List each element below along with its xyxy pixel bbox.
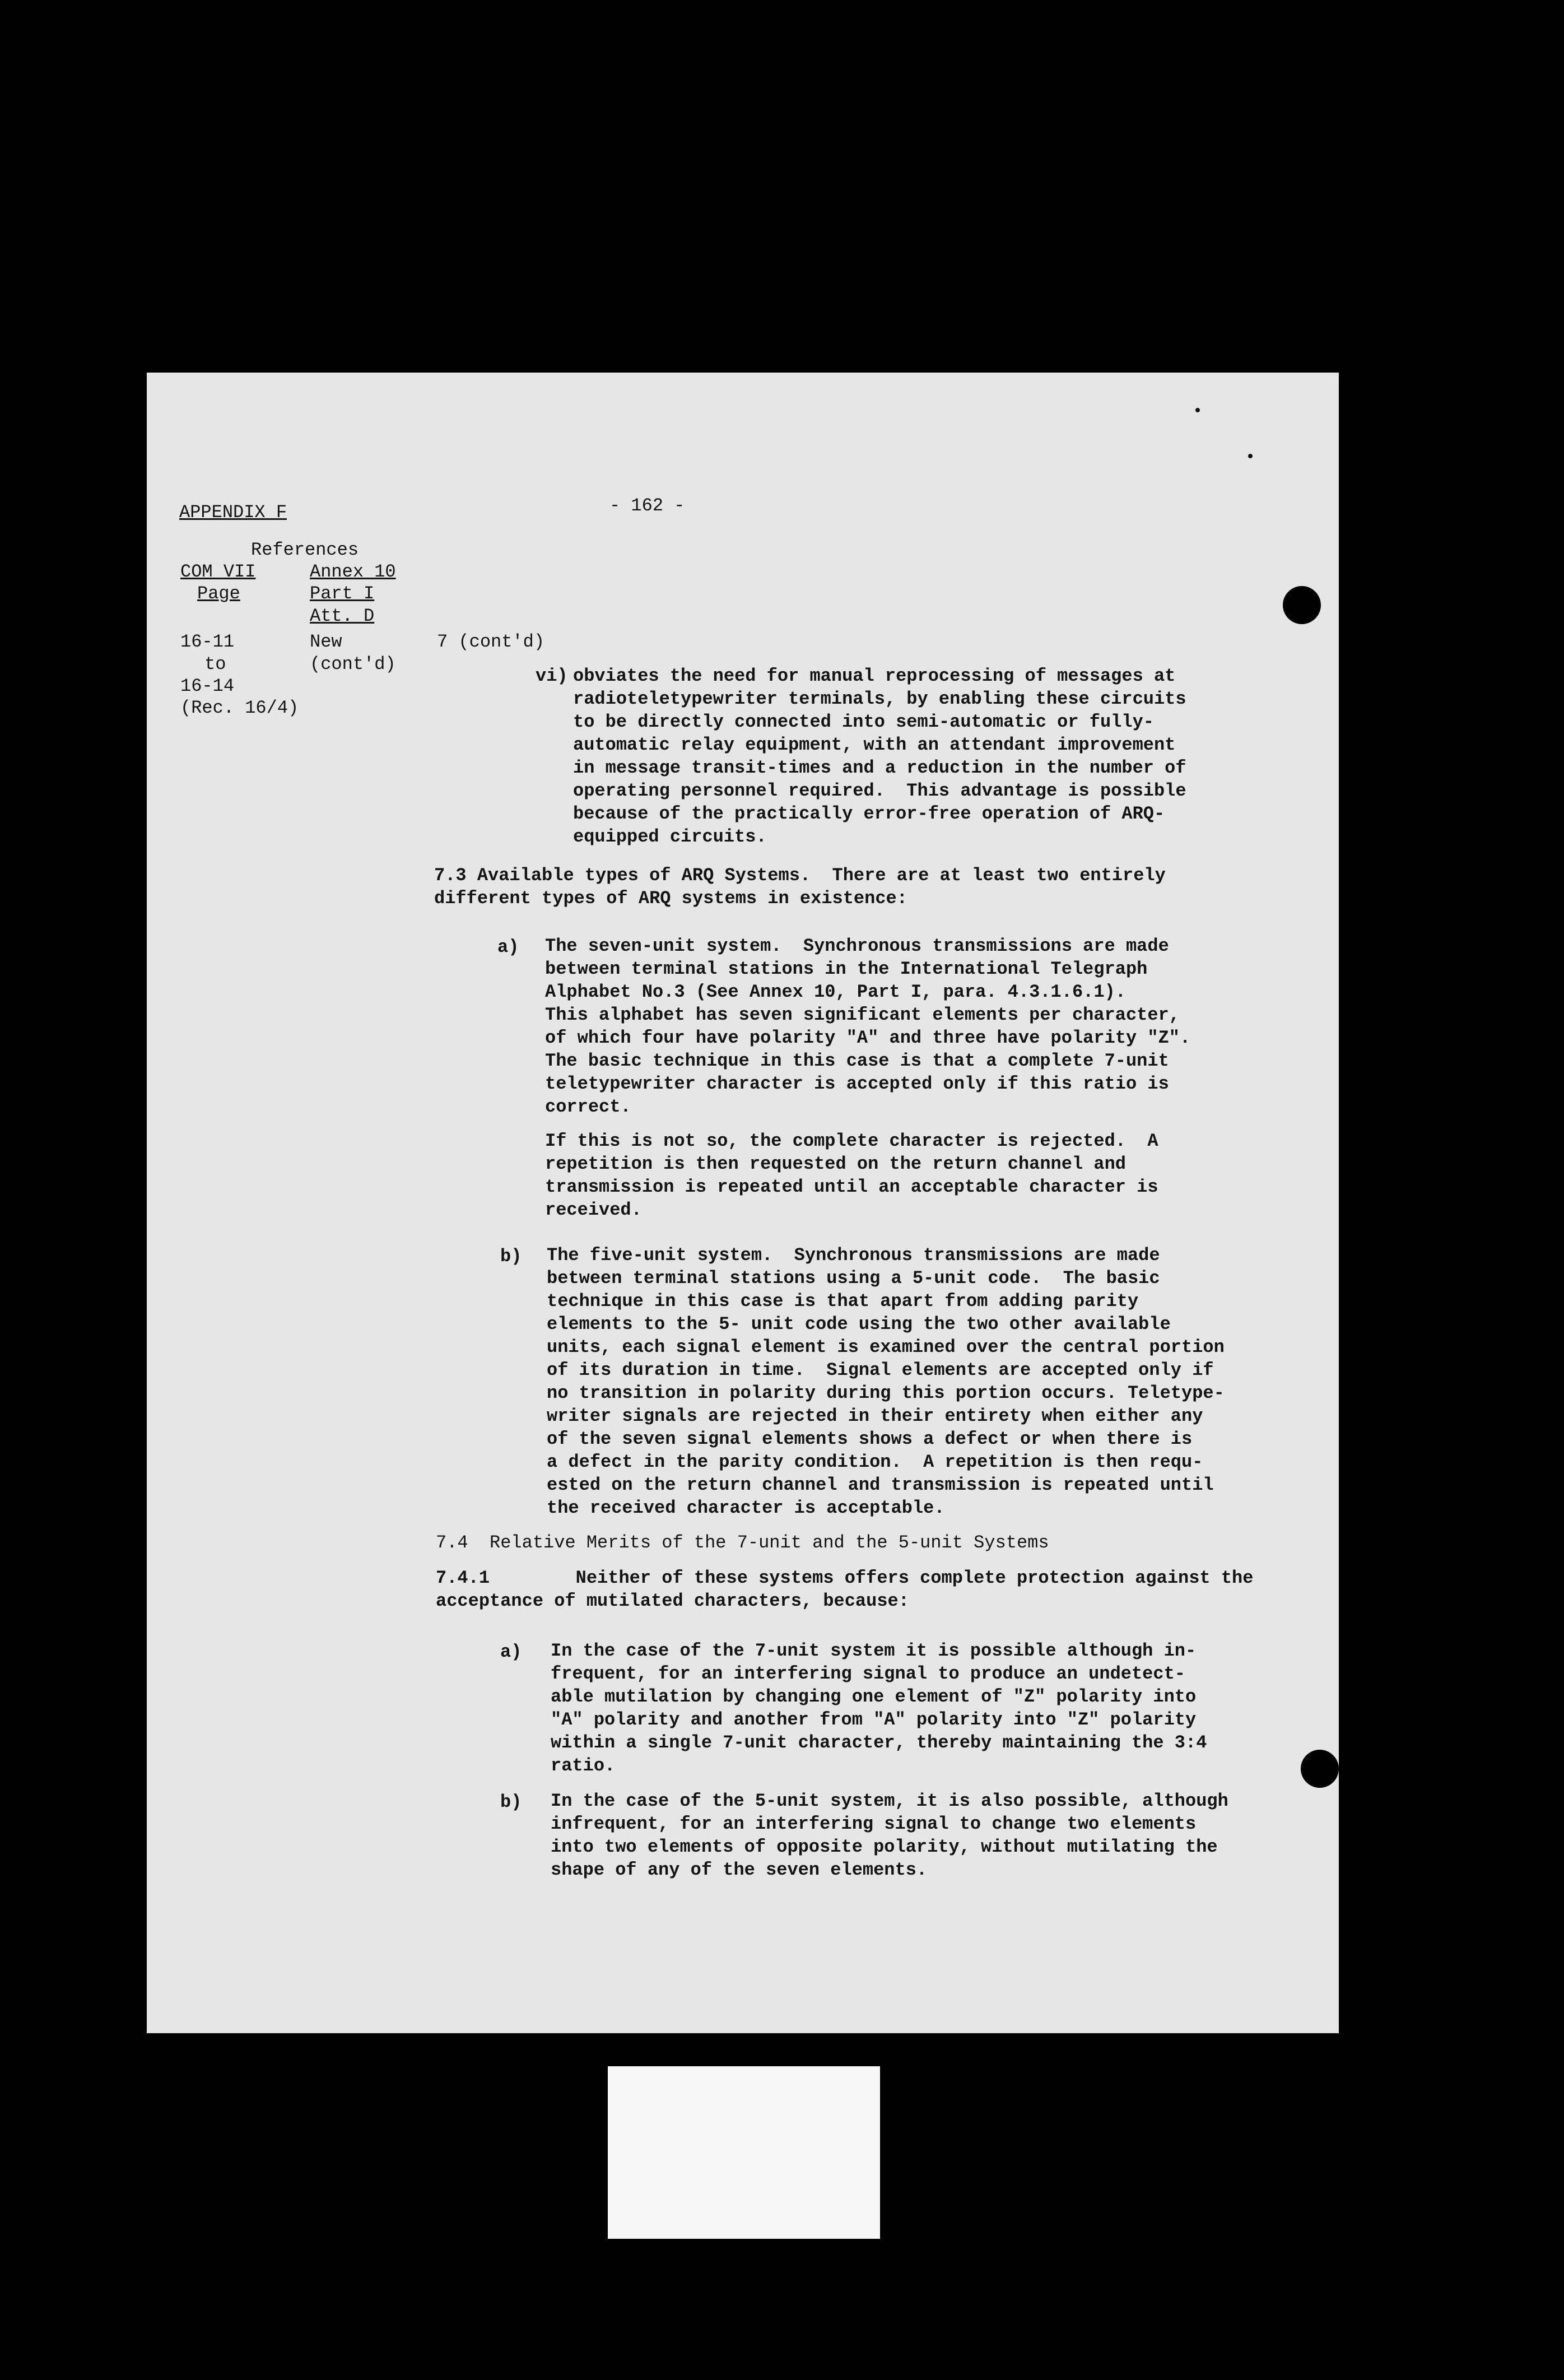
text-line: This alphabet has seven significant elements per character,: [545, 1005, 1180, 1025]
text-line: If this is not so, the complete character is rejected. A: [545, 1131, 1158, 1151]
text-line: of the seven signal elements shows a defect or when there is: [547, 1429, 1193, 1449]
text-line: repetition is then requested on the return channel and: [545, 1154, 1126, 1174]
text-line: into two elements of opposite polarity, without mutilating the: [551, 1837, 1218, 1857]
text-line: able mutilation by changing one element of "Z" polarity into: [551, 1686, 1197, 1707]
appendix-label: APPENDIX F: [179, 502, 287, 523]
references-col1-title: COM VII: [180, 561, 256, 582]
text-line: radioteletypewriter terminals, by enabling these circuits: [573, 689, 1186, 709]
text-line: operating personnel required. This advantage is possible: [573, 780, 1186, 801]
text-line: Alphabet No.3 (See Annex 10, Part I, para. 4.3.1.6.1).: [545, 982, 1126, 1002]
references-col2-entry: New: [310, 631, 342, 652]
text-line: no transition in polarity during this portion occurs. Teletype-: [547, 1383, 1225, 1403]
text-line: 7.4.1 Neither of these systems offers complete protection against the: [436, 1568, 1254, 1588]
text-line: correct.: [545, 1096, 631, 1117]
references-col1-entry: (Rec. 16/4): [180, 698, 299, 718]
page-number: - 162 -: [609, 495, 685, 516]
text-line: "A" polarity and another from "A" polarity into "Z" polarity: [551, 1709, 1197, 1730]
references-col2-entry: (cont'd): [310, 654, 396, 675]
text-line: elements to the 5- unit code using the two other available: [547, 1314, 1171, 1335]
text-line: equipped circuits.: [573, 826, 767, 847]
text-line: to be directly connected into semi-automatic or fully-: [573, 712, 1154, 732]
text-line: shape of any of the seven elements.: [551, 1860, 928, 1880]
text-line: 7.3 Available types of ARQ Systems. There are at least two entirely: [434, 865, 1166, 886]
section-7-3-paragraph: [434, 864, 1166, 910]
references-col1-entry: 16-11: [180, 631, 235, 652]
punch-hole-top: [1283, 586, 1321, 624]
text-line: technique in this case is that apart from adding parity: [547, 1291, 1139, 1312]
text-line: The five-unit system. Synchronous transmissions are made: [547, 1245, 1160, 1266]
references-title: References: [251, 540, 359, 560]
references-col2-title: Annex 10: [310, 561, 396, 582]
references-col2-sub1: Part I: [310, 583, 375, 604]
item-b2-marker: b): [500, 1792, 522, 1812]
blank-card: [608, 2066, 880, 2239]
text-line: the received character is acceptable.: [547, 1498, 945, 1518]
references-col1-entry: 16-14: [180, 676, 235, 696]
text-line: between terminal stations in the International Telegraph: [545, 959, 1148, 979]
text-line: ested on the return channel and transmission is repeated until: [547, 1475, 1214, 1495]
text-line: In the case of the 7-unit system it is possible although in-: [551, 1640, 1197, 1661]
item-vi-marker: vi): [536, 666, 568, 686]
text-line: The seven-unit system. Synchronous transmissions are made: [545, 936, 1169, 956]
text-line: frequent, for an interfering signal to produce an undetect-: [551, 1663, 1185, 1684]
text-line: acceptance of mutilated characters, because:: [436, 1591, 909, 1611]
item-a-paragraph: [545, 935, 1190, 1118]
ink-speck: [1248, 454, 1253, 458]
text-line: writer signals are rejected in their entirety when either any: [547, 1406, 1203, 1426]
text-line: ratio.: [551, 1755, 616, 1776]
text-line: of its duration in time. Signal elements are accepted only if: [547, 1360, 1214, 1380]
references-col1-entry: to: [204, 654, 226, 675]
item-a-marker: a): [497, 937, 519, 957]
text-line: infrequent, for an interfering signal to change two elements: [551, 1814, 1197, 1834]
text-line: a defect in the parity condition. A repetition is then requ-: [547, 1452, 1203, 1472]
section-7-4-heading: 7.4 Relative Merits of the 7-unit and the 5-unit Systems: [436, 1532, 1049, 1553]
text-line: automatic relay equipment, with an attendant improvement: [573, 735, 1176, 755]
text-line: The basic technique in this case is that a complete 7-unit: [545, 1050, 1169, 1071]
ink-speck: [1195, 408, 1200, 412]
item-b-paragraph: [547, 1244, 1225, 1519]
text-line: between terminal stations using a 5-unit code. The basic: [547, 1268, 1160, 1289]
section-7-4-1-paragraph: [436, 1566, 1253, 1612]
text-line: In the case of the 5-unit system, it is also possible, although: [551, 1791, 1228, 1811]
item-b-marker: b): [500, 1246, 522, 1267]
punch-hole-bottom: [1301, 1750, 1339, 1788]
text-line: in message transit-times and a reduction in the number of: [573, 757, 1186, 778]
text-line: within a single 7-unit character, thereby maintaining the 3:4: [551, 1732, 1207, 1753]
text-line: obviates the need for manual reprocessing of messages at: [573, 666, 1176, 686]
text-line: because of the practically error-free operation of ARQ-: [573, 803, 1165, 824]
references-col1-sub: Page: [197, 583, 240, 604]
text-line: different types of ARQ systems in existence:: [434, 888, 907, 909]
item-a-paragraph-2: [545, 1129, 1158, 1221]
section-cont-label: 7 (cont'd): [437, 631, 545, 652]
item-vi-paragraph: [573, 664, 1186, 848]
text-line: transmission is repeated until an acceptable character is: [545, 1177, 1158, 1197]
text-line: of which four have polarity "A" and three have polarity "Z".: [545, 1028, 1191, 1048]
item-a2-paragraph: [551, 1639, 1207, 1777]
item-a2-marker: a): [500, 1642, 522, 1662]
item-b2-paragraph: [551, 1789, 1228, 1881]
text-line: teletypewriter character is accepted only if this ratio is: [545, 1073, 1169, 1094]
text-line: received.: [545, 1200, 642, 1220]
text-line: units, each signal element is examined over the central portion: [547, 1337, 1225, 1358]
references-col2-sub2: Att. D: [310, 606, 375, 626]
